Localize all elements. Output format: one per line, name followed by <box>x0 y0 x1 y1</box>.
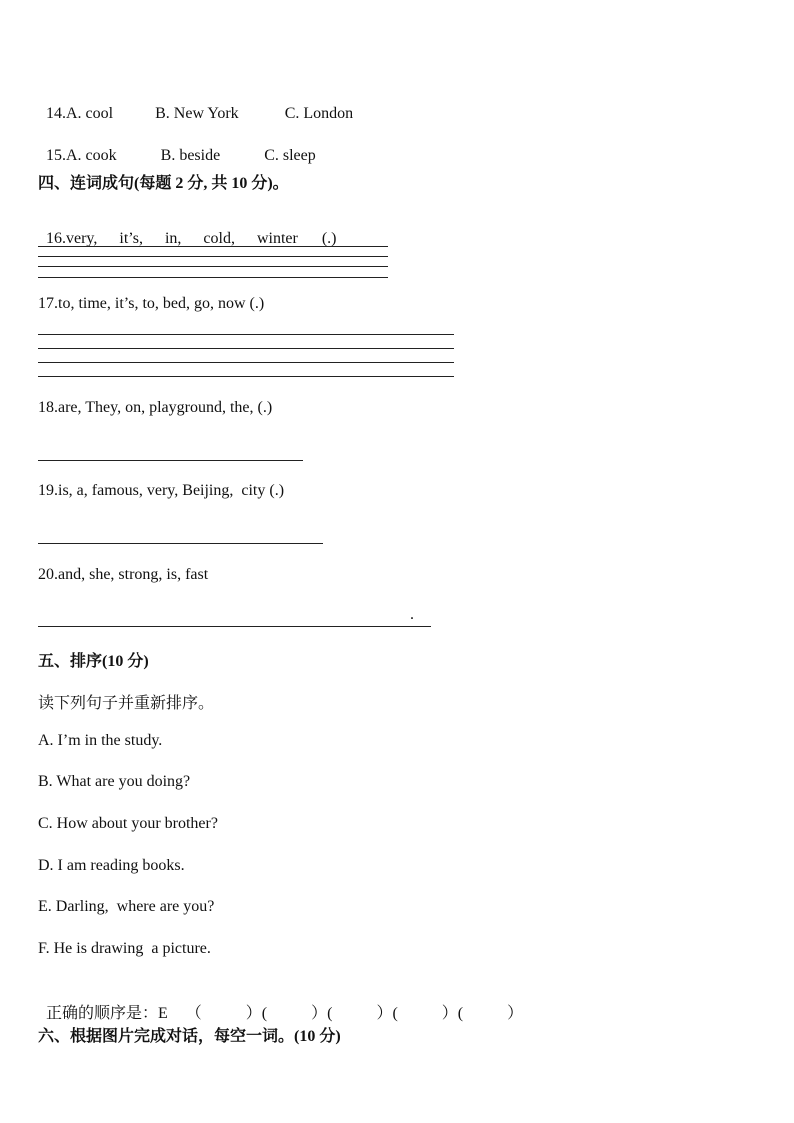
end-period: . <box>410 606 414 623</box>
order-answer-label: 正确的顺序是：E <box>46 1005 168 1022</box>
section-5-title: 五、排序(10 分) <box>38 653 149 670</box>
answer-line[interactable] <box>38 334 454 335</box>
order-answer-row <box>38 982 523 1023</box>
answer-line[interactable] <box>38 460 303 461</box>
answer-line[interactable] <box>38 277 388 278</box>
question-15 <box>38 129 316 165</box>
answer-line[interactable] <box>38 246 388 247</box>
sentence-f: F. He is drawing a picture. <box>38 940 211 957</box>
word: winter <box>256 230 298 247</box>
word: (.) <box>321 230 337 247</box>
option-b: B. New York <box>155 105 239 122</box>
question-16 <box>38 212 336 248</box>
question-17: 17.to, time, it’s, to, bed, go, now (.) <box>38 295 265 312</box>
order-answer-blanks[interactable]: （ ）( ）( ）( ）( ） <box>185 1005 524 1022</box>
question-14 <box>38 87 353 123</box>
section-4-title: 四、连词成句(每题 2 分, 共 10 分)。 <box>38 175 289 192</box>
question-number: 14. <box>46 105 66 122</box>
sentence-e: E. Darling, where are you? <box>38 898 215 915</box>
word: cold, <box>203 230 235 247</box>
answer-line-tail <box>417 626 431 627</box>
answer-line[interactable] <box>38 626 430 627</box>
word: very, <box>66 230 98 247</box>
question-number: 16. <box>46 230 66 247</box>
option-c: C. sleep <box>264 147 316 164</box>
sentence-a: A. I’m in the study. <box>38 732 163 749</box>
sentence-d: D. I am reading books. <box>38 857 185 874</box>
option-c: C. London <box>284 105 354 122</box>
answer-line[interactable] <box>38 362 454 363</box>
question-number: 15. <box>46 147 66 164</box>
option-a: A. cool <box>66 105 114 122</box>
answer-line[interactable] <box>38 266 388 267</box>
sentence-c: C. How about your brother? <box>38 815 218 832</box>
option-a: A. cook <box>66 147 117 164</box>
question-20: 20.and, she, strong, is, fast <box>38 566 209 583</box>
sentence-b: B. What are you doing? <box>38 773 191 790</box>
answer-line[interactable] <box>38 543 323 544</box>
answer-line[interactable] <box>38 376 454 377</box>
answer-line[interactable] <box>38 348 454 349</box>
question-18: 18.are, They, on, playground, the, (.) <box>38 399 273 416</box>
answer-line[interactable] <box>38 256 388 257</box>
word: it’s, <box>119 230 143 247</box>
option-b: B. beside <box>160 147 221 164</box>
section-5-instruction: 读下列句子并重新排序。 <box>38 695 215 712</box>
question-19: 19.is, a, famous, very, Beijing, city (.) <box>38 482 285 499</box>
section-6-title: 六、根据图片完成对话，每空一词。(10 分) <box>38 1028 341 1045</box>
word: in, <box>164 230 182 247</box>
